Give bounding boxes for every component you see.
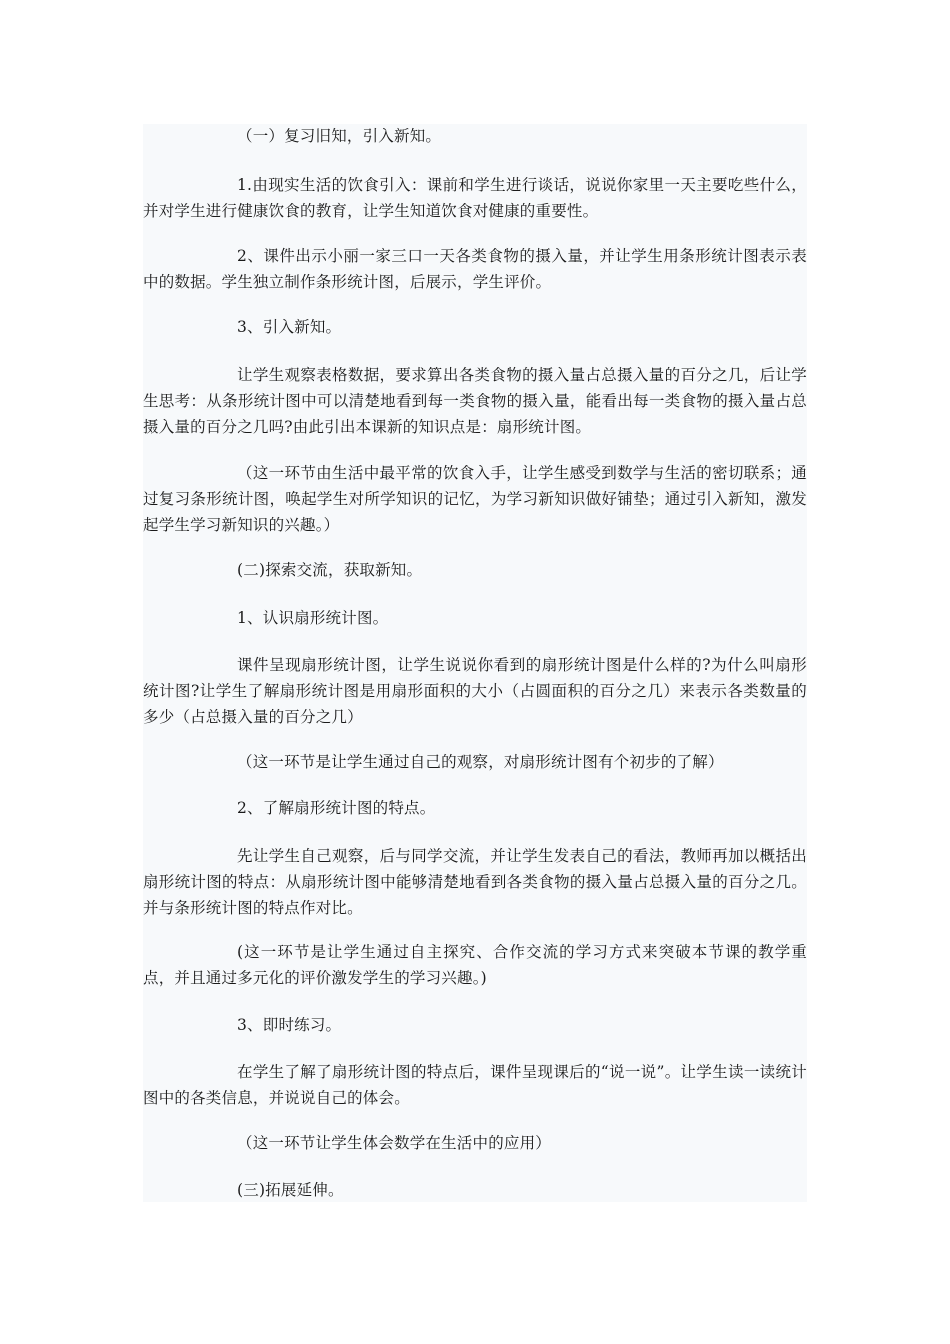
paragraph-introduce-new: 3、引入新知。 xyxy=(237,318,342,336)
paragraph-courseware-pie-chart: 课件呈现扇形统计图，让学生说说你看到的扇形统计图是什么样的?为什么叫扇形统计图?让学生了解扇形统计图是用扇形面积的大小（占圆面积的百分之几）来表示各类数量的多少（占总摄入量的百分之几） xyxy=(143,656,807,726)
paragraph-practice: 3、即时练习。 xyxy=(237,1016,342,1034)
paragraph-know-pie-chart: 1、认识扇形统计图。 xyxy=(237,609,389,627)
section-heading-extend: (三)拓展延伸。 xyxy=(237,1181,344,1199)
paragraph-note-3: (这一环节是让学生通过自主探究、合作交流的学习方式来突破本节课的教学重点，并且通过多元化的评价激发学生的学习兴趣。) xyxy=(143,943,807,987)
paragraph-note-2: （这一环节是让学生通过自己的观察，对扇形统计图有个初步的了解） xyxy=(237,753,724,771)
paragraph-diet-intro: 1.由现实生活的饮食引入：课前和学生进行谈话，说说你家里一天主要吃些什么，并对学生进行健康饮食的教育，让学生知道饮食对健康的重要性。 xyxy=(143,176,807,220)
paragraph-note-1: （这一环节由生活中最平常的饮食入手，让学生感受到数学与生活的密切联系；通过复习条形统计图，唤起学生对所学知识的记忆，为学习新知识做好铺垫；通过引入新知，激发起学生学习新知识的兴趣。） xyxy=(143,464,807,534)
paragraph-features: 2、了解扇形统计图的特点。 xyxy=(237,799,436,817)
section-heading-review: （一）复习旧知，引入新知。 xyxy=(237,127,442,145)
section-heading-explore: (二)探索交流，获取新知。 xyxy=(237,561,423,579)
paragraph-say-it: 在学生了解了扇形统计图的特点后，课件呈现课后的“说一说”。让学生读一读统计图中的各类信息，并说说自己的体会。 xyxy=(143,1063,807,1107)
paragraph-courseware-bar-chart: 2、课件出示小丽一家三口一天各类食物的摄入量，并让学生用条形统计图表示表中的数据。学生独立制作条形统计图，后展示，学生评价。 xyxy=(143,247,807,291)
paragraph-observe-exchange: 先让学生自己观察，后与同学交流，并让学生发表自己的看法，教师再加以概括出扇形统计图的特点：从扇形统计图中能够清楚地看到各类食物的摄入量占总摄入量的百分之几。并与条形统计图的特点作对比。 xyxy=(143,847,807,917)
paragraph-observe-table: 让学生观察表格数据，要求算出各类食物的摄入量占总摄入量的百分之几，后让学生思考：从条形统计图中可以清楚地看到每一类食物的摄入量，能看出每一类食物的摄入量占总摄入量的百分之几吗?由此引出本课新的知识点是：扇形统计图。 xyxy=(143,366,807,436)
paragraph-note-4: （这一环节让学生体会数学在生活中的应用） xyxy=(237,1134,552,1152)
